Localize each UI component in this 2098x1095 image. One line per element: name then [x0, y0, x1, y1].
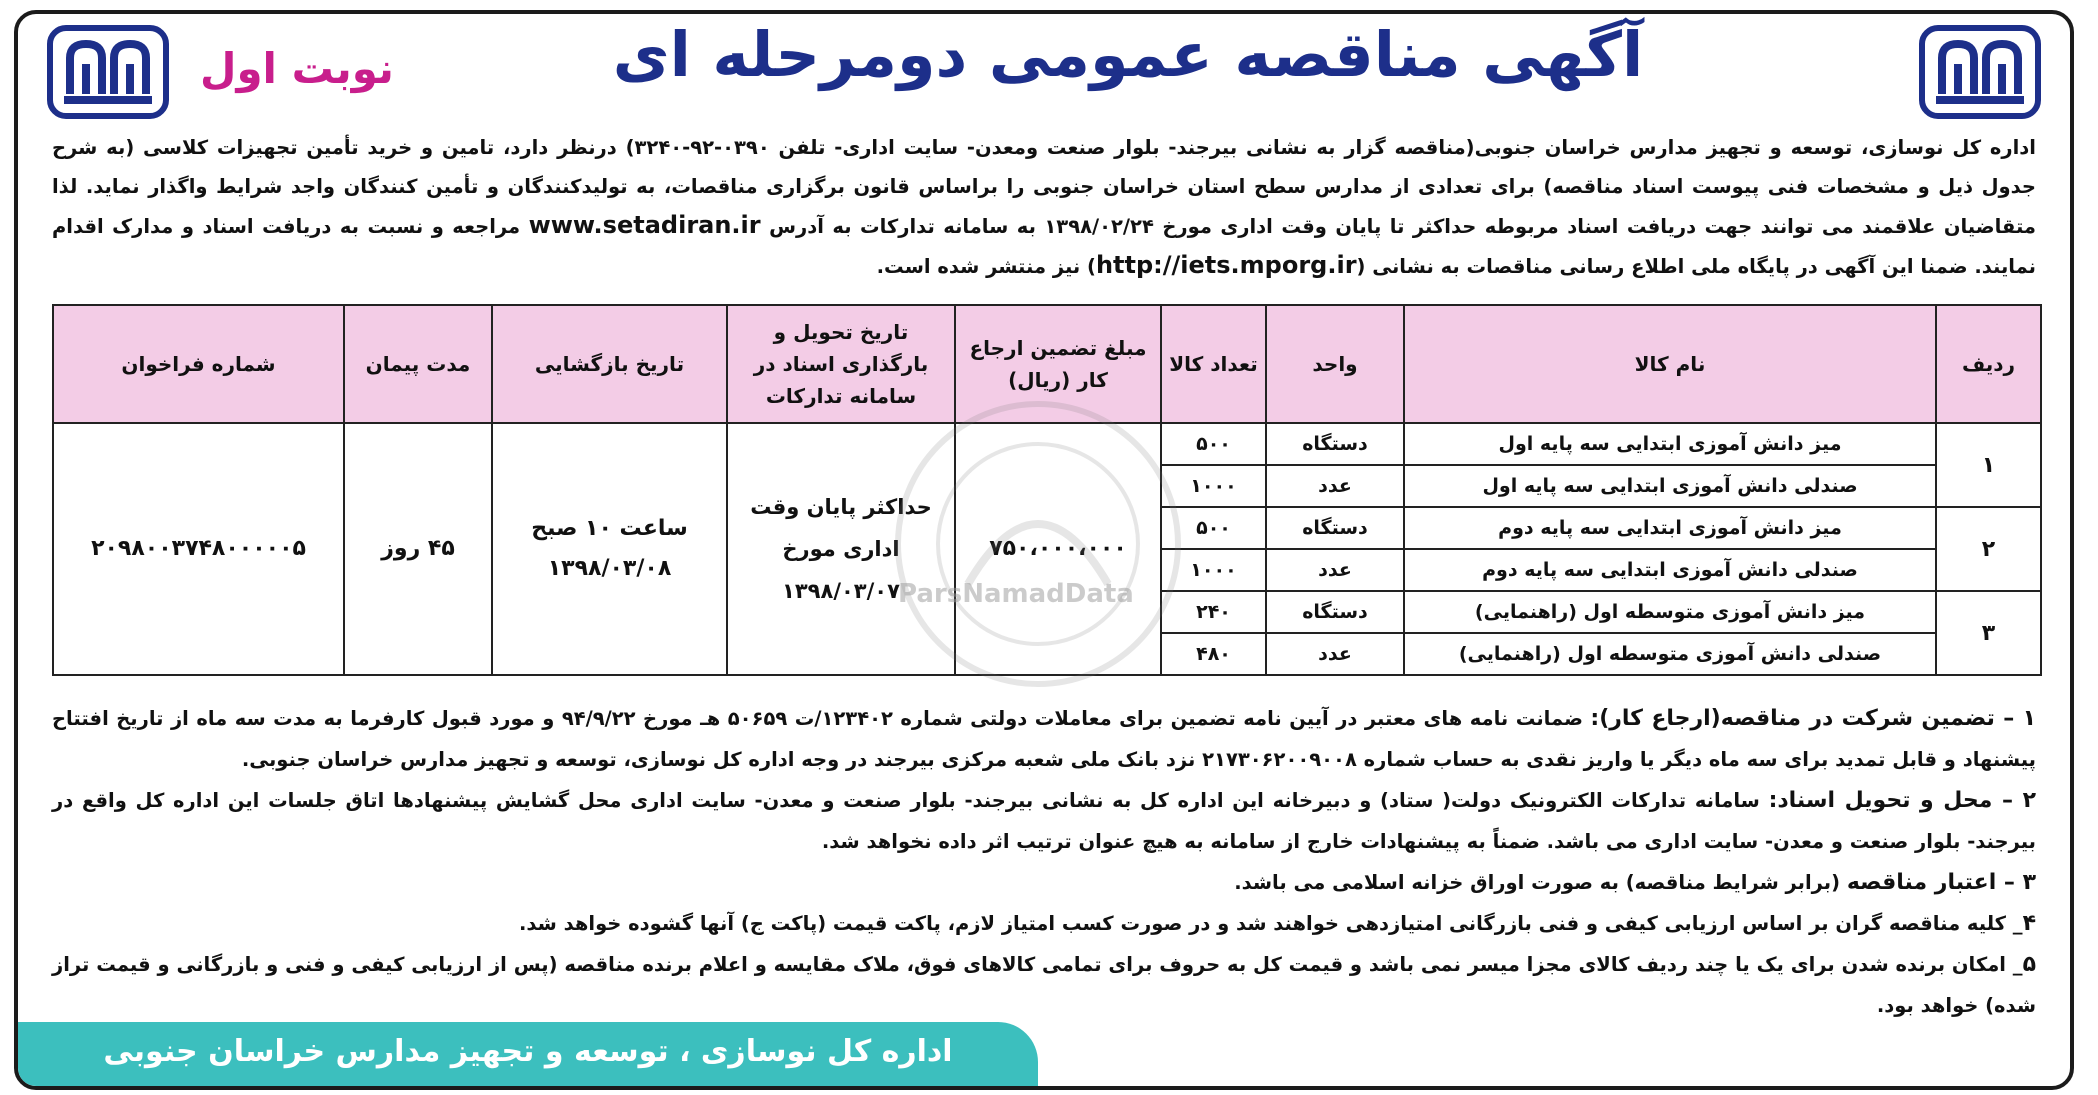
term-label: ۲ – محل و تحویل اسناد: — [1768, 788, 2037, 813]
delivery-deadline: حداکثر پایان وقت اداری مورخ ۱۳۹۸/۰۳/۰۷ — [727, 423, 955, 675]
header-call-number: شماره فراخوان — [53, 305, 344, 423]
term-item — [52, 698, 2036, 780]
term-label: ۳ – اعتبار مناقصه — [1846, 870, 2036, 895]
opening-date-value: ۱۳۹۸/۰۳/۰۸ — [547, 556, 672, 581]
intro-paragraph — [52, 128, 2036, 286]
item-name: صندلی دانش آموزی ابتدایی سه پایه اول — [1404, 465, 1936, 507]
item-name: صندلی دانش آموزی متوسطه اول (راهنمایی) — [1404, 633, 1936, 675]
header-opening-date: تاریخ بازگشایی — [492, 305, 727, 423]
term-text: _ امکان برنده شدن برای یک یا چند ردیف کالای مجزا میسر نمی باشد و قیمت کل به حروف برای تمامی کالاهای فوق، ملاک مقایسه و اعلام برنده مناقصه (پس از ارزیابی کیفی و فنی و بازرگانی و قیمت تراز شده) خواهد بود. — [52, 953, 2036, 1017]
header-unit: واحد — [1266, 305, 1404, 423]
organization-logo-icon — [1918, 24, 2042, 120]
contract-duration: ۴۵ روز — [344, 423, 492, 675]
item-quantity: ۵۰۰ — [1161, 423, 1266, 465]
term-label: ۴ — [2022, 911, 2036, 936]
term-item — [52, 944, 2036, 1026]
term-item — [52, 780, 2036, 862]
term-item — [52, 862, 2036, 903]
row-number: ۳ — [1936, 591, 2041, 675]
notice-title: آگهی مناقصه عمومی دومرحله ای — [612, 18, 1644, 91]
item-quantity: ۴۸۰ — [1161, 633, 1266, 675]
header-row-number: ردیف — [1936, 305, 2041, 423]
notice-header — [18, 14, 2070, 124]
row-number: ۲ — [1936, 507, 2041, 591]
guarantee-amount: ۷۵۰،۰۰۰،۰۰۰ — [955, 423, 1161, 675]
header-contract-duration: مدت پیمان — [344, 305, 492, 423]
term-text: _ کلیه مناقصه گران بر اساس ارزیابی کیفی و فنی بازرگانی امتیازدهی خواهند شد و در صورت کسب امتیاز لازم، پاکت قیمت (پاکت ج) آنها گشوده خواهد شد. — [518, 912, 2023, 935]
table-header-row — [53, 305, 2041, 423]
term-label: ۵ — [2022, 952, 2036, 977]
item-unit: عدد — [1266, 633, 1404, 675]
item-unit: عدد — [1266, 465, 1404, 507]
call-number: ۲۰۹۸۰۰۳۷۴۸۰۰۰۰۰۵ — [53, 423, 344, 675]
notice-frame — [14, 10, 2074, 1090]
footer-banner — [18, 1022, 1038, 1086]
intro-text-2: مراجعه و نسبت به دریافت اسناد و مدارک اقدام نمایند. ضمنا این آگهی در پایگاه ملی اطلاع رسانی مناقصات به نشانی ( — [52, 215, 2036, 278]
terms-section — [52, 698, 2036, 1026]
item-name: صندلی دانش آموزی ابتدایی سه پایه دوم — [1404, 549, 1936, 591]
header-guarantee: مبلغ تضمین ارجاع کار (ریال) — [955, 305, 1161, 423]
term-text: سامانه تدارکات الکترونیک دولت( ستاد) و دبیرخانه این اداره کل به نشانی بیرجند- بلوار صنعت و معدن- سایت اداری محل گشایش پیشنهادها اتاق جلسات این اداره کل واقع در بیرجند- بلوار صنعت و معدن- سایت اداری می باشد. ضمناً به پیشنهادات خارج از سامانه به هیچ عنوان ترتیب اثر داده نخواهد شد. — [52, 789, 2036, 853]
setadiran-link[interactable]: www.setadiran.ir — [528, 211, 761, 239]
footer-organization-name: اداره کل نوسازی ، توسعه و تجهیز مدارس خراسان جنوبی — [103, 1034, 953, 1069]
item-unit: دستگاه — [1266, 591, 1404, 633]
table-row — [53, 423, 2041, 465]
item-name: میز دانش آموزی متوسطه اول (راهنمایی) — [1404, 591, 1936, 633]
intro-text: اداره کل نوسازی، توسعه و تجهیز مدارس خراسان جنوبی(مناقصه گزار به نشانی بیرجند- بلوار صنعت ومعدن- سایت اداری- تلفن ۰۳۹۰-۹۲-۳۲۴۰) درنظر دارد، تامین و خرید تأمین تجهیزات کلاسی (به شرح جدول ذیل و مشخصات فنی پیوست اسناد مناقصه) برای تعدادی از مدارس سطح استان خراسان جنوبی را براساس قانون برگزاری مناقصات، به تولیدکنندگان و تأمین کنندگان واجد شرایط واگذار نماید. لذا متقاضیان علاقمند می توانند جهت دریافت اسناد مربوطه حداکثر تا پایان وقت اداری مورخ ۱۳۹۸/۰۲/۲۴ به سامانه تدارکات به آدرس — [52, 136, 2036, 238]
term-text: ضمانت نامه های معتبر در آیین نامه تضمین برای معاملات دولتی شماره ۱۲۳۴۰۲/ت ۵۰۶۵۹ هـ مورخ ۹۴/۹/۲۲ و مورد قبول کارفرما به مدت سه ماه از تاریخ افتتاح پیشنهاد و قابل تمدید برای سه ماه دیگر یا واریز نقدی به حساب شماره ۲۱۷۳۰۶۲۰۰۹۰۰۸ نزد بانک ملی شعبه مرکزی بیرجند در وجه اداره کل نوسازی، توسعه و تجهیز مدارس خراسان جنوبی. — [52, 707, 2036, 771]
iets-link[interactable]: http://iets.mporg.ir — [1095, 251, 1357, 279]
header-quantity: تعداد کالا — [1161, 305, 1266, 423]
intro-text-3: ) نیز منتشر شده است. — [876, 255, 1096, 278]
item-quantity: ۲۴۰ — [1161, 591, 1266, 633]
item-name: میز دانش آموزی ابتدایی سه پایه دوم — [1404, 507, 1936, 549]
tender-table — [52, 304, 2042, 676]
item-quantity: ۱۰۰۰ — [1161, 465, 1266, 507]
row-number: ۱ — [1936, 423, 2041, 507]
round-badge: نوبت اول — [200, 44, 394, 93]
opening-time: ساعت ۱۰ صبح — [531, 516, 688, 541]
term-item — [52, 903, 2036, 944]
item-quantity: ۱۰۰۰ — [1161, 549, 1266, 591]
item-unit: دستگاه — [1266, 507, 1404, 549]
term-label: ۱ – تضمین شرکت در مناقصه(ارجاع کار): — [1590, 706, 2036, 731]
term-text: (برابر شرایط مناقصه) به صورت اوراق خزانه اسلامی می باشد. — [1234, 871, 1847, 894]
item-quantity: ۵۰۰ — [1161, 507, 1266, 549]
watermark-text: ParsNamadData — [898, 579, 1134, 609]
item-unit: عدد — [1266, 549, 1404, 591]
item-name: میز دانش آموزی ابتدایی سه پایه اول — [1404, 423, 1936, 465]
item-unit: دستگاه — [1266, 423, 1404, 465]
organization-logo-icon — [46, 24, 170, 120]
header-item-name: نام کالا — [1404, 305, 1936, 423]
opening-date — [492, 423, 727, 675]
header-delivery-date: تاریخ تحویل و بارگذاری اسناد در سامانه تدارکات — [727, 305, 955, 423]
